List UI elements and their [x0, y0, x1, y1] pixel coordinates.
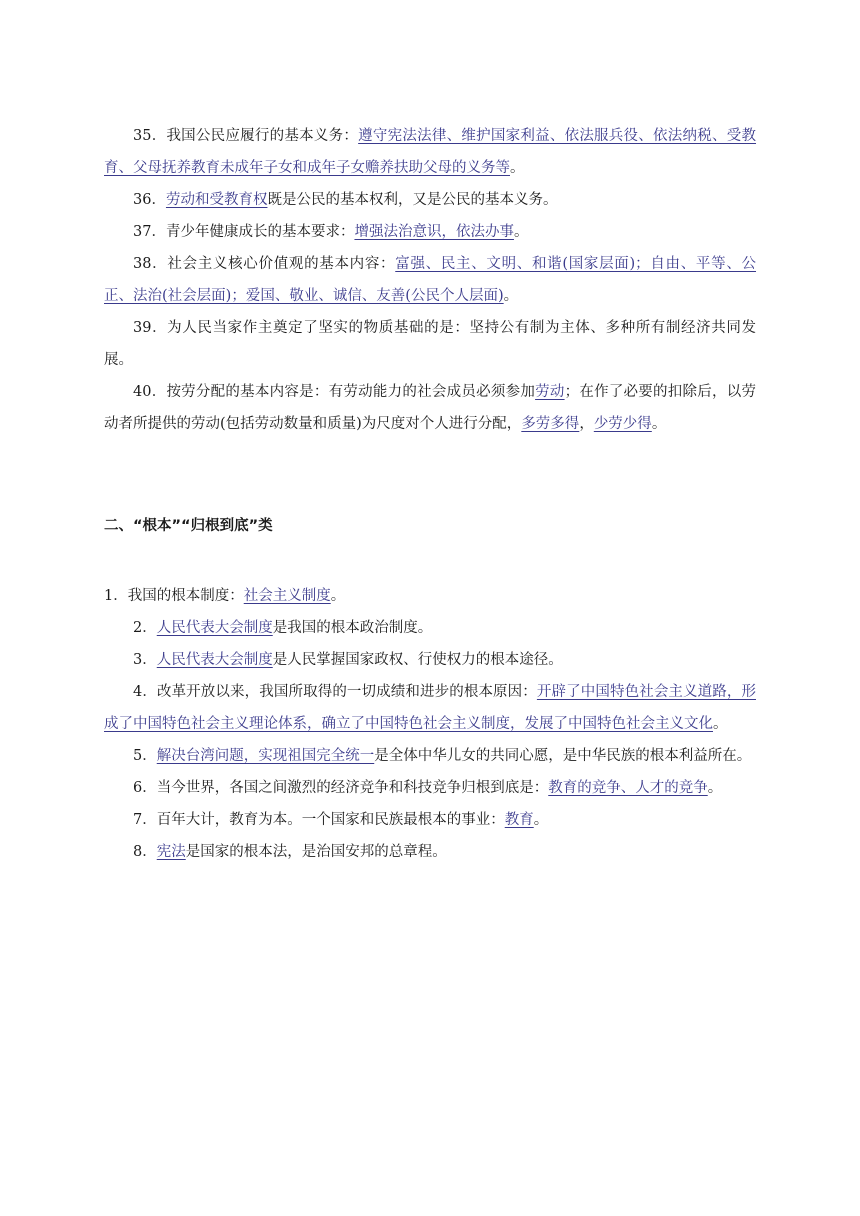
underlined-answer: 人民代表大会制度 [156, 620, 273, 636]
underlined-answer: 社会主义制度 [243, 588, 331, 604]
text-segment: 2． [133, 620, 157, 636]
text-segment: 。 [330, 588, 346, 604]
underlined-answer: 解决台湾问题，实现祖国完全统一 [156, 748, 375, 764]
text-segment: 。 [503, 288, 519, 304]
spacer [104, 440, 756, 510]
section-heading: 二、“根本”“归根到底”类 [104, 518, 273, 534]
list-item [104, 248, 756, 312]
text-segment: 是我国的根本政治制度。 [272, 620, 433, 636]
list-item [104, 772, 756, 804]
list-item [104, 644, 756, 676]
list-item [104, 580, 756, 612]
underlined-answer: 人民代表大会制度 [156, 652, 273, 668]
list-item [104, 612, 756, 644]
text-segment: 39．为人民当家作主奠定了坚实的物质基础的是：坚持公有制为主体、多种所有制经济共同发展。 [104, 320, 756, 368]
spacer [104, 542, 756, 580]
list-item [104, 184, 756, 216]
underlined-answer: 富强、民主、文明、和谐(国家层面)；自由、平等、公正、法治(社会层面)；爱国、敬业、诚信、友善(公民个人层面) [104, 256, 757, 304]
list-item [104, 312, 756, 376]
document-page [104, 120, 756, 868]
list-item [104, 804, 756, 836]
text-segment: 。 [533, 812, 549, 828]
text-segment: ；在作了必要的扣除后，以劳动者所提供的劳动(包括劳动数量和质量)为尺度对个人进行分配， [104, 384, 757, 432]
section-basic-obligations [104, 120, 756, 440]
text-segment: 1．我国的根本制度： [104, 588, 244, 604]
text-segment: 35．我国公民应履行的基本义务： [133, 128, 359, 144]
underlined-answer: 开辟了中国特色社会主义道路，形成了中国特色社会主义理论体系，确立了中国特色社会主义制度，发展了中国特色社会主义文化 [104, 684, 756, 732]
text-segment: 是人民掌握国家政权、行使权力的根本途径。 [272, 652, 563, 668]
text-segment: 40．按劳分配的基本内容是：有劳动能力的社会成员必须参加 [133, 384, 536, 400]
list-item [104, 120, 756, 184]
underlined-answer: 少劳少得 [593, 416, 652, 432]
list-item [104, 376, 756, 440]
text-segment: 37．青少年健康成长的基本要求： [133, 224, 355, 240]
list-item [104, 740, 756, 772]
text-segment: 。 [510, 160, 525, 176]
list-item [104, 836, 756, 868]
text-segment: 8． [133, 844, 157, 860]
section-fundamental [104, 580, 756, 868]
text-segment: 4．改革开放以来，我国所取得的一切成绩和进步的根本原因： [133, 684, 537, 700]
underlined-answer: 劳动和受教育权 [165, 192, 268, 208]
underlined-answer: 遵守宪法法律、维护国家利益、依法服兵役、依法纳税、受教育、父母抚养教育未成年子女和成年子女赡养扶助父母的义务等 [104, 128, 757, 176]
text-segment: 3． [133, 652, 157, 668]
text-segment: 是国家的根本法，是治国安邦的总章程。 [185, 844, 447, 860]
text-segment: 。 [713, 716, 728, 732]
text-segment: 5． [133, 748, 157, 764]
list-item [104, 676, 756, 740]
text-segment: 是全体中华儿女的共同心愿，是中华民族的根本利益所在。 [374, 748, 752, 764]
text-segment: 既是公民的基本权利，又是公民的基本义务。 [267, 192, 558, 208]
text-segment: 36． [133, 192, 166, 208]
underlined-answer: 劳动 [535, 384, 565, 400]
text-segment: 38．社会主义核心价值观的基本内容： [133, 256, 396, 272]
text-segment: 6．当今世界，各国之间激烈的经济竞争和科技竞争归根到底是： [133, 780, 549, 796]
underlined-answer: 宪法 [156, 844, 186, 860]
underlined-answer: 增强法治意识，依法办事 [354, 224, 514, 240]
text-segment: ， [579, 416, 594, 432]
underlined-answer: 教育的竞争、人才的竞争 [548, 780, 708, 796]
underlined-answer: 多劳多得 [521, 416, 580, 432]
underlined-answer: 教育 [504, 812, 534, 828]
text-segment: 7．百年大计，教育为本。一个国家和民族最根本的事业： [133, 812, 505, 828]
text-segment: 。 [513, 224, 529, 240]
list-item [104, 216, 756, 248]
text-segment: 。 [651, 416, 667, 432]
text-segment: 。 [707, 780, 723, 796]
